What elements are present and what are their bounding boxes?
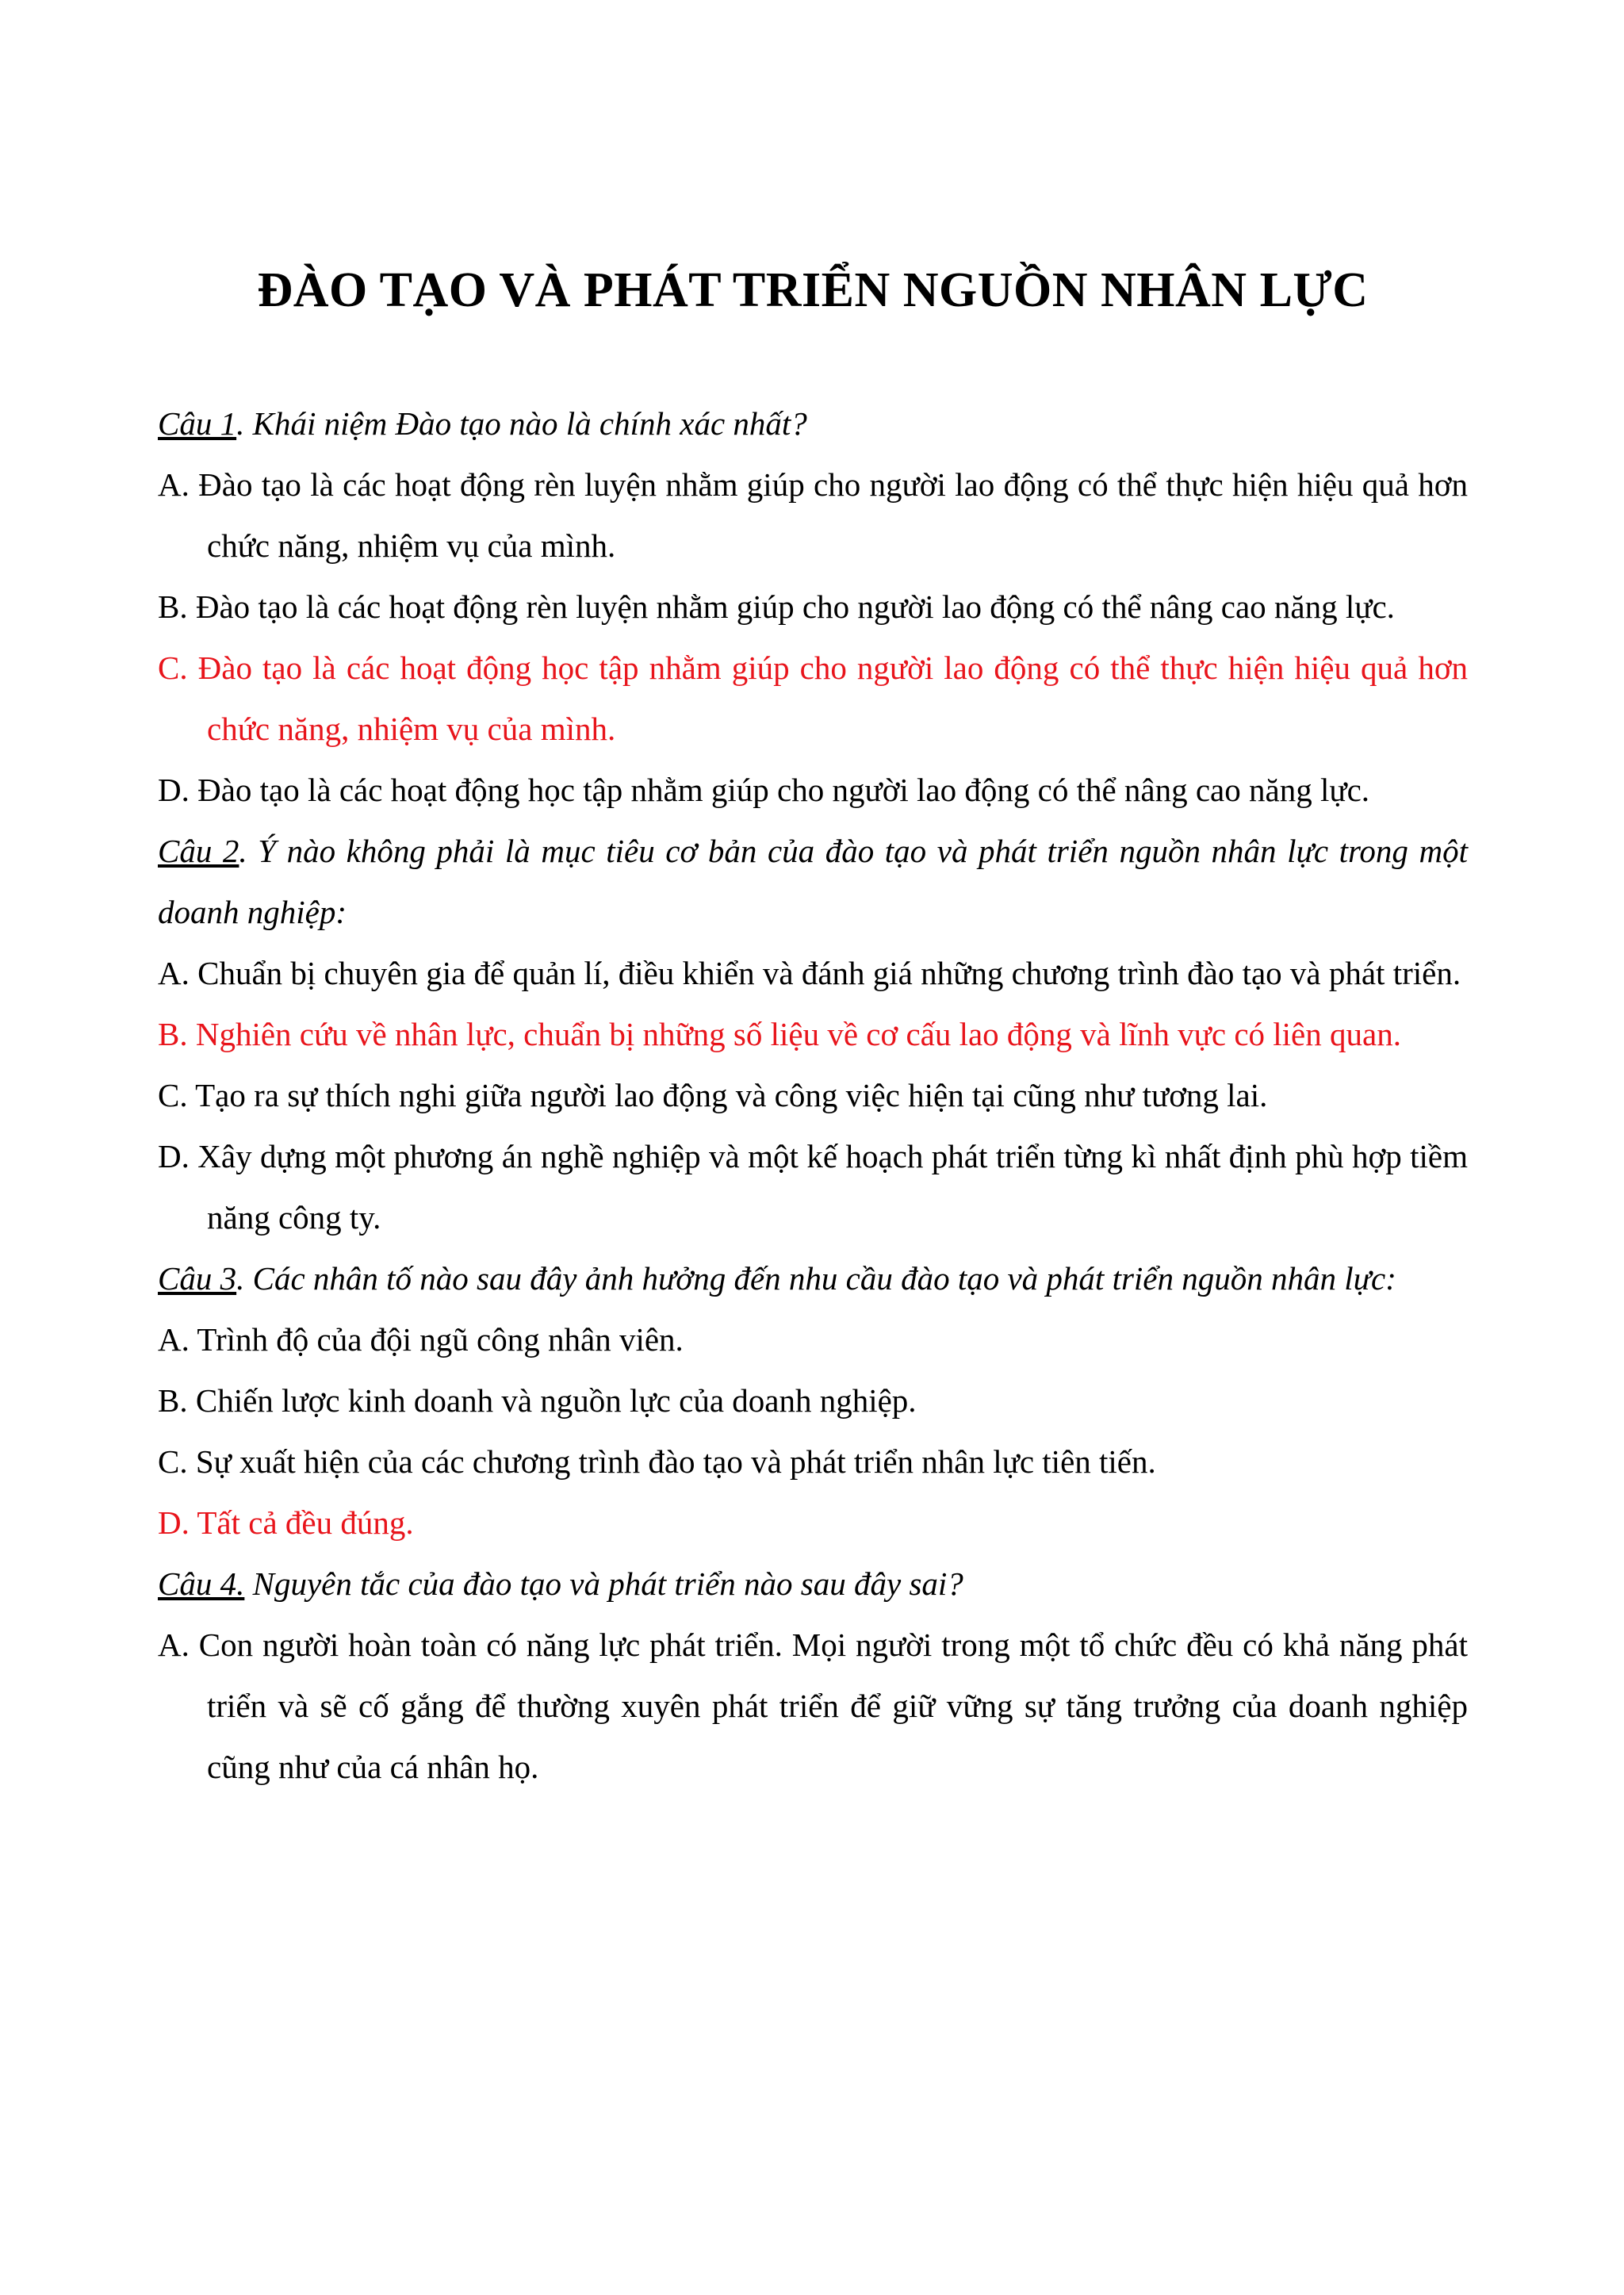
question-4-prompt — [158, 1554, 1468, 1615]
question-3-option-d: D. Tất cả đều đúng. — [158, 1504, 414, 1541]
question-4-label: Câu 4. — [158, 1565, 245, 1602]
question-1-label: Câu 1 — [158, 405, 237, 442]
question-2-option-c: C. Tạo ra sự thích nghi giữa người lao động và công việc hiện tại cũng như tương lai. — [158, 1077, 1268, 1113]
question-1-option-a: A. Đào tạo là các hoạt động rèn luyện nhằm giúp cho người lao động có thể thực hiện hiệu quả hơn chức năng, nhiệm vụ của mình. — [158, 466, 1468, 564]
question-2-prompt — [158, 821, 1468, 943]
question-1-option-d: D. Đào tạo là các hoạt động học tập nhằm giúp cho người lao động có thể nâng cao năng lực. — [158, 772, 1370, 808]
question-3-option-c: C. Sự xuất hiện của các chương trình đào tạo và phát triển nhân lực tiên tiến. — [158, 1443, 1156, 1480]
question-1-option-b: B. Đào tạo là các hoạt động rèn luyện nhằm giúp cho người lao động có thể nâng cao năng lực. — [158, 588, 1395, 625]
question-2-label: Câu 2 — [158, 833, 239, 869]
document-title: ĐÀO TẠO VÀ PHÁT TRIỂN NGUỒN NHÂN LỰC — [257, 263, 1369, 317]
question-2-option-d: D. Xây dựng một phương án nghề nghiệp và một kế hoạch phát triển từng kì nhất định phù hợp tiềm năng công ty. — [158, 1138, 1468, 1236]
question-4-option-a: A. Con người hoàn toàn có năng lực phát triển. Mọi người trong một tổ chức đều có khả năng phát triển và sẽ cố gắng để thường xuyên phát triển để giữ vững sự tăng trưởng của doanh nghiệp cũng như của cá nhân họ. — [158, 1626, 1468, 1785]
question-3-option-b: B. Chiến lược kinh doanh và nguồn lực của doanh nghiệp. — [158, 1382, 917, 1419]
question-2-option-b: B. Nghiên cứu về nhân lực, chuẩn bị những số liệu về cơ cấu lao động và lĩnh vực có liên quan. — [158, 1016, 1401, 1052]
question-3 — [158, 1248, 1468, 1554]
question-3-label: Câu 3 — [158, 1260, 237, 1297]
question-3-option-a: A. Trình độ của đội ngũ công nhân viên. — [158, 1321, 684, 1358]
question-2-option-a: A. Chuẩn bị chuyên gia để quản lí, điều khiển và đánh giá những chương trình đào tạo và phát triển. — [158, 955, 1461, 991]
question-2 — [158, 821, 1468, 1248]
question-3-text: . Các nhân tố nào sau đây ảnh hưởng đến nhu cầu đào tạo và phát triển nguồn nhân lực: — [236, 1260, 1396, 1297]
question-1-prompt — [158, 393, 1468, 454]
question-1-text: . Khái niệm Đào tạo nào là chính xác nhất? — [236, 405, 807, 442]
question-3-prompt — [158, 1248, 1468, 1309]
question-4-text: Nguyên tắc của đào tạo và phát triển nào sau đây sai? — [244, 1565, 963, 1602]
document-page — [158, 238, 1468, 1798]
question-1-option-c: C. Đào tạo là các hoạt động học tập nhằm giúp cho người lao động có thể thực hiện hiệu quả hơn chức năng, nhiệm vụ của mình. — [158, 649, 1468, 747]
question-4 — [158, 1554, 1468, 1798]
question-1 — [158, 393, 1468, 821]
question-2-text: . Ý nào không phải là mục tiêu cơ bản của đào tạo và phát triển nguồn nhân lực trong một doanh nghiệp: — [158, 833, 1468, 930]
